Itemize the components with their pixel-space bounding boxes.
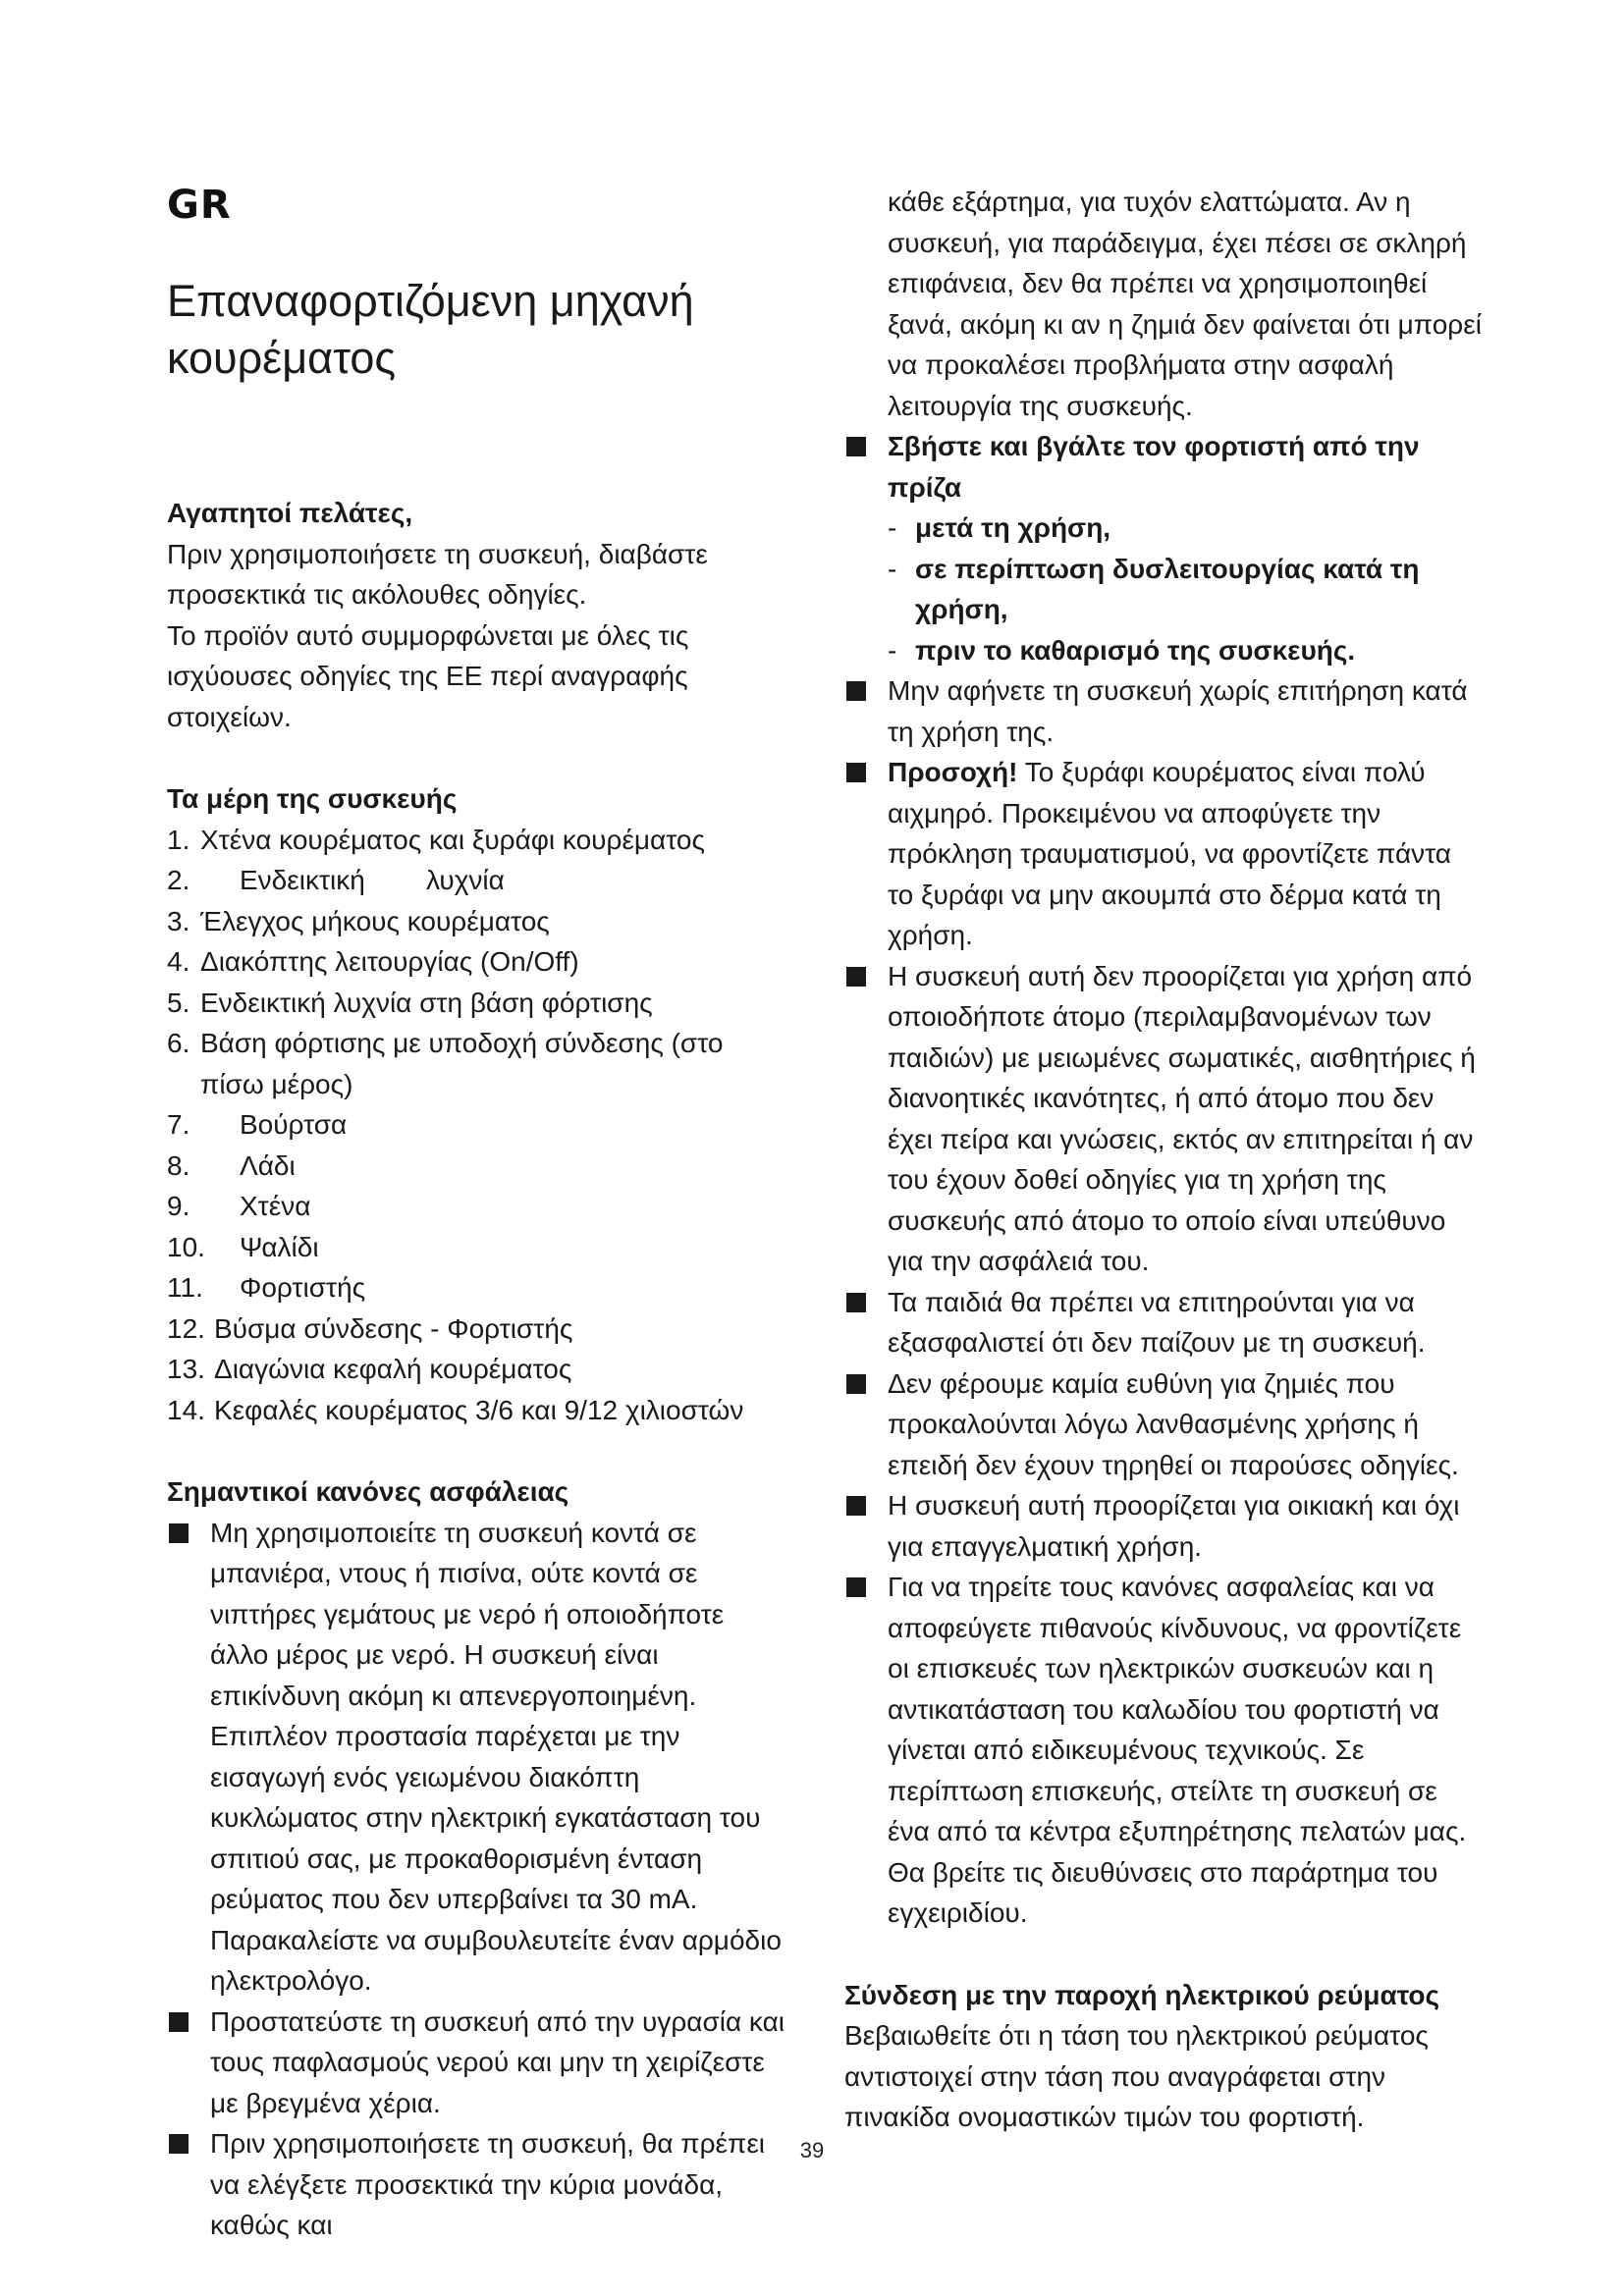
safety-rules-list — [167, 1513, 785, 2246]
list-item: 14. Κεφαλές κουρέματος 3/6 και 9/12 χιλιοστών — [167, 1394, 744, 1425]
parts-list — [167, 820, 785, 1431]
square-bullet-icon — [846, 763, 866, 782]
page-number: 39 — [799, 2138, 825, 2163]
square-bullet-icon — [846, 1577, 866, 1597]
intro-heading: Αγαπητοί πελάτες, — [167, 498, 413, 528]
list-item: Σβήστε και βγάλτε τον φορτιστή από την πρίζα - μετά τη χρήση, - σε περίπτωση δυσλειτουργίας κατά τη χρήση, - πριν το καθαρισμό της συσκευής. — [844, 426, 1483, 670]
language-code: GR — [167, 183, 232, 228]
list-item: κάθε εξάρτημα, για τυχόν ελαττώματα. Αν η συσκευή, για παράδειγμα, έχει πέσει σε σκληρή επιφάνεια, δεν θα πρέπει να χρησιμοποιηθεί ξανά, ακόμη κι αν η ζημιά δεν φαίνεται ότι μπορεί να προκαλέσει προβλήματα στην ασφαλή λειτουργία της συσκευής. — [888, 187, 1482, 421]
list-item: 10. Ψαλίδι — [167, 1231, 319, 1262]
list-item: 1. Χτένα κουρέματος και ξυράφι κουρέματος — [167, 824, 705, 855]
list-item: Η συσκευή αυτή προορίζεται για οικιακή και όχι για επαγγελματική χρήση. — [844, 1485, 1483, 1567]
list-item: 4. Διακόπτης λειτουργίας (On/Off) — [167, 946, 579, 977]
list-item: 12. Βύσμα σύνδεσης - Φορτιστής — [167, 1312, 573, 1344]
power-heading: Σύνδεση με την παροχή ηλεκτρικού ρεύματος — [844, 1979, 1440, 2010]
square-bullet-icon — [169, 1523, 189, 1543]
square-bullet-icon — [169, 2012, 189, 2032]
list-item: Μην αφήνετε τη συσκευή χωρίς επιτήρηση κατά τη χρήση της. — [844, 670, 1483, 752]
safety-rules-list-continued — [844, 182, 1483, 1934]
square-bullet-icon — [846, 1293, 866, 1312]
list-item: Πριν χρησιμοποιήσετε τη συσκευή, θα πρέπει να ελέγξετε προσεκτικά την κύρια μονάδα, καθώς και — [167, 2123, 785, 2246]
left-column — [167, 493, 785, 2246]
safety-heading: Σημαντικοί κανόνες ασφάλειας — [167, 1476, 569, 1507]
intro-paragraph: Το προϊόν αυτό συμμορφώνεται με όλες τις ισχύουσες οδηγίες της ΕΕ περί αναγραφής στοιχείων. — [167, 619, 689, 732]
list-item: - σε περίπτωση δυσλειτουργίας κατά τη χρήση, — [888, 553, 1420, 624]
list-item: Προσοχή! Το ξυράφι κουρέματος είναι πολύ αιχμηρό. Προκειμένου να αποφύγετε την πρόκληση τραυματισμού, να φροντίζετε πάντα το ξυράφι να μην ακουμπά στο δέρμα κατά τη χρήση. — [844, 752, 1483, 956]
list-item: - μετά τη χρήση, — [888, 512, 1111, 543]
intro-paragraph: Πριν χρησιμοποιήσετε τη συσκευή, διαβάστε προσεκτικά τις ακόλουθες οδηγίες. — [167, 538, 708, 610]
list-item: 5. Ενδεικτική λυχνία στη βάση φόρτισης — [167, 987, 653, 1018]
square-bullet-icon — [846, 437, 866, 456]
list-item: 8. Λάδι — [167, 1149, 296, 1181]
square-bullet-icon — [846, 967, 866, 987]
page-title: Επαναφορτιζόμενη μηχανή κουρέματος — [167, 276, 694, 383]
list-item: 2. Ενδεικτική λυχνία — [167, 865, 505, 895]
list-item: 13. Διαγώνια κεφαλή κουρέματος — [167, 1354, 572, 1384]
sub-list — [844, 507, 1483, 670]
list-item: - πριν το καθαρισμό της συσκευής. — [888, 634, 1356, 666]
list-item: 9. Χτένα — [167, 1191, 311, 1221]
list-item: Η συσκευή αυτή δεν προορίζεται για χρήση από οποιοδήποτε άτομο (περιλαμβανομένων των παιδιών) με μειωμένες σωματικές, αισθητήριες ή διανοητικές ικανότητες, ή από άτομο που δεν έχει πείρα και γνώσεις, εκτός αν επιτηρείται ή αν του έχουν δοθεί οδηγίες για τη χρήση της συσκευής από άτομο το οποίο είναι υπεύθυνο για την ασφάλειά του. — [844, 956, 1483, 1282]
list-item: 6. Βάση φόρτισης με υποδοχή σύνδεσης (στο πίσω μέρος) — [167, 1028, 724, 1099]
list-item: Μη χρησιμοποιείτε τη συσκευή κοντά σε μπανιέρα, ντους ή πισίνα, ούτε κοντά σε νιπτήρες γεμάτους με νερό ή οποιοδήποτε άλλο μέρος με νερό. Η συσκευή είναι επικίνδυνη ακόμη κι απενεργοποιημένη. Επιπλέον προστασία παρέχεται με την εισαγωγή ενός γειωμένου διακόπτη κυκλώματος στην ηλεκτρική εγκατάσταση του σπιτιού σας, με προκαθορισμένη ένταση ρεύματος που δεν υπερβαίνει τα 30 mA. Παρακαλείστε να συμβουλευτείτε έναν αρμόδιο ηλεκτρολόγο. — [167, 1513, 785, 2002]
square-bullet-icon — [846, 1374, 866, 1394]
list-item: Για να τηρείτε τους κανόνες ασφαλείας και να αποφεύγετε πιθανούς κίνδυνους, να φροντίζετε οι επισκευές των ηλεκτρικών συσκευών και η αντικατάσταση του καλωδίου του φορτιστή να γίνεται από ειδικευμένους τεχνικούς. Σε περίπτωση επισκευής, στείλτε τη συσκευή σε ένα από τα κέντρα εξυπηρέτησης πελατών μας. Θα βρείτε τις διευθύνσεις στο παράρτημα του εγχειριδίου. — [844, 1567, 1483, 1934]
square-bullet-icon — [846, 681, 866, 701]
right-column — [844, 182, 1483, 2138]
power-paragraph: Βεβαιωθείτε ότι η τάση του ηλεκτρικού ρεύματος αντιστοιχεί στην τάση που αναγράφεται στην πινακίδα ονομαστικών τιμών του φορτιστή. — [844, 2020, 1429, 2132]
list-item: 11. Φορτιστής — [167, 1272, 366, 1303]
list-item: 3. Έλεγχος μήκους κουρέματος — [167, 905, 550, 936]
square-bullet-icon — [846, 1496, 866, 1516]
list-item: 7. Βούρτσα — [167, 1109, 348, 1140]
parts-heading: Τα μέρη της συσκευής — [167, 783, 458, 814]
list-item: Προστατεύστε τη συσκευή από την υγρασία και τους παφλασμούς νερού και μην τη χειρίζεστε με βρεγμένα χέρια. — [167, 2002, 785, 2124]
list-item: Τα παιδιά θα πρέπει να επιτηρούνται για να εξασφαλιστεί ότι δεν παίζουν με τη συσκευή. — [844, 1282, 1483, 1363]
list-item: Δεν φέρουμε καμία ευθύνη για ζημιές που προκαλούνται λόγω λανθασμένης χρήσης ή επειδή δεν έχουν τηρηθεί οι παρούσες οδηγίες. — [844, 1363, 1483, 1486]
